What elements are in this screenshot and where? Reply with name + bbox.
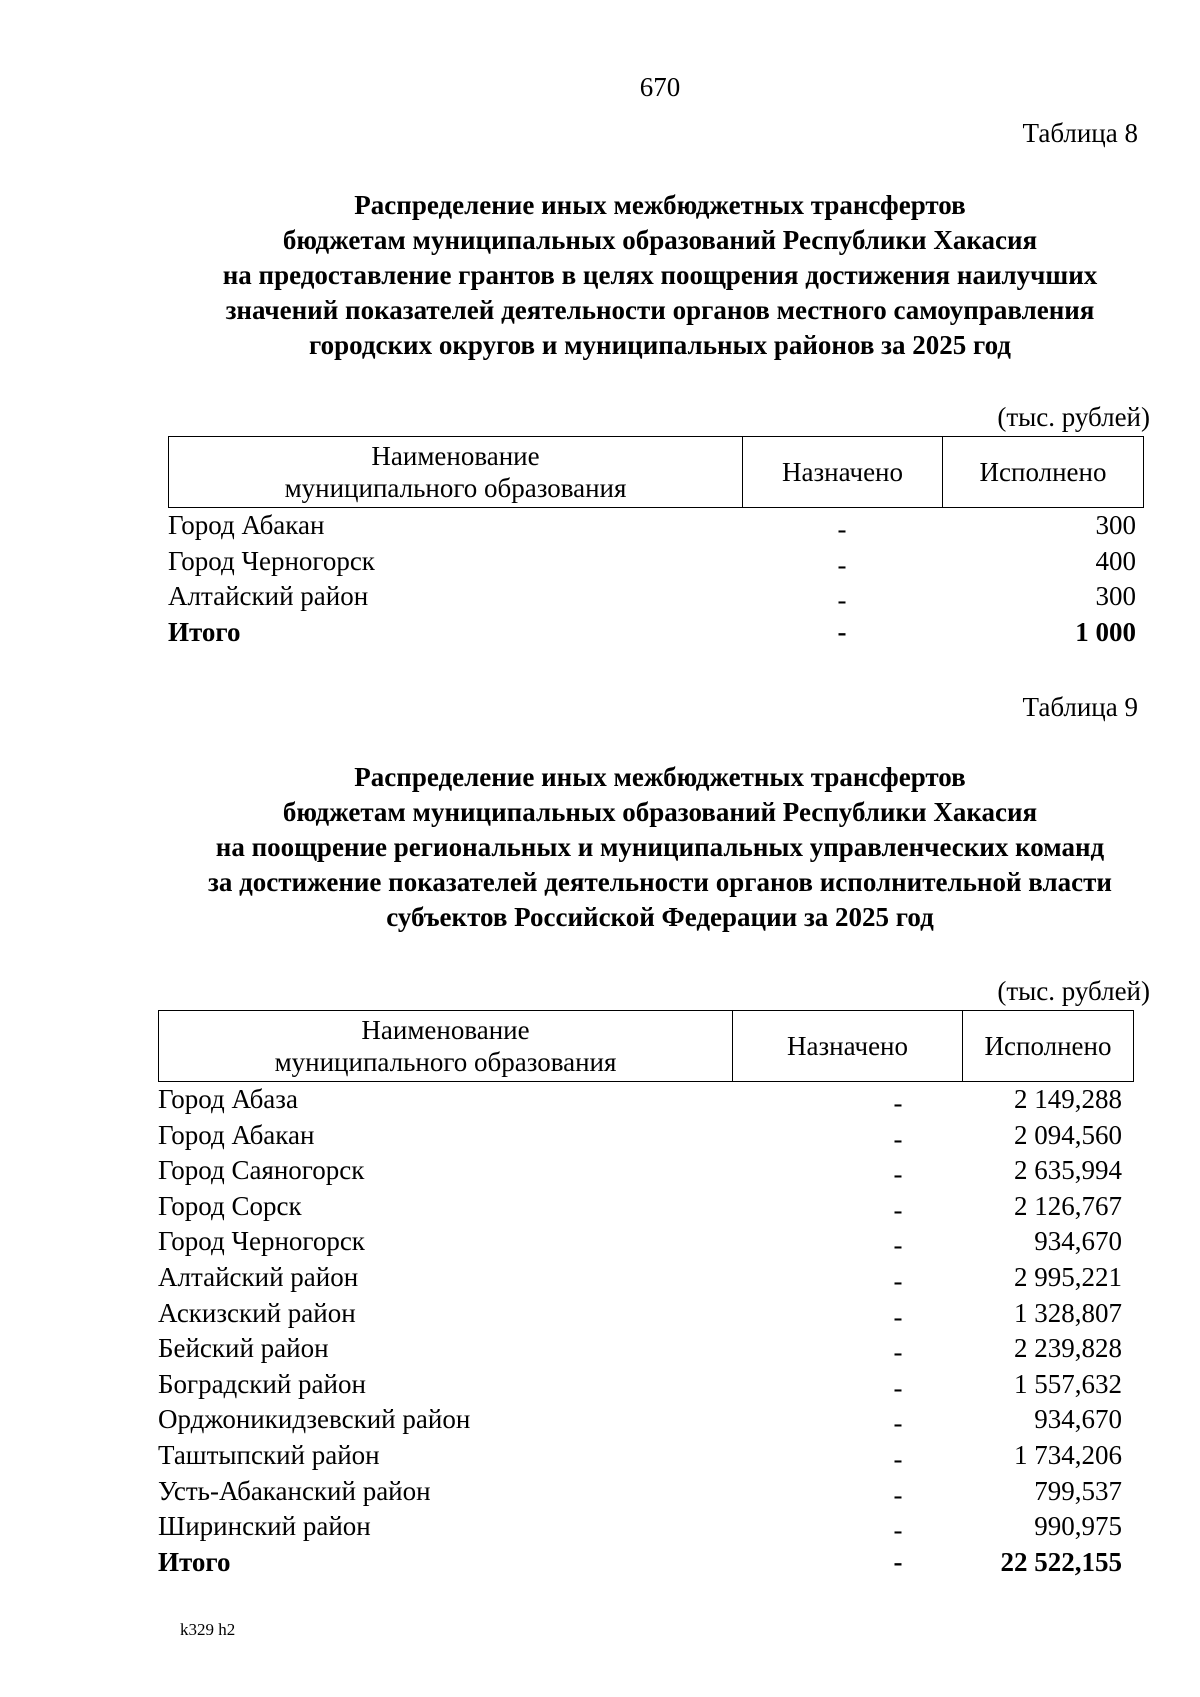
row-done: 2 995,221 (1014, 1261, 1122, 1292)
row-done: 2 094,560 (1014, 1119, 1122, 1150)
table8-header (168, 436, 1144, 508)
table-row (158, 1189, 1134, 1225)
table9-title-line: на поощрение региональных и муниципальных управленческих команд (215, 832, 1105, 862)
table9-header-done: Исполнено (984, 1031, 1112, 1061)
footer-code: k329 h2 (180, 1620, 236, 1639)
table-row (158, 1402, 1134, 1438)
table9-title-line: Распределение иных межбюджетных трансфертов (354, 762, 966, 792)
row-done: 1 328,807 (1014, 1297, 1122, 1328)
table9-body (158, 1082, 1134, 1580)
table8-title-line: Распределение иных межбюджетных трансфертов (354, 190, 966, 220)
row-assigned: - (893, 1372, 903, 1403)
header-name-line: Наименование (371, 441, 540, 471)
table8-header-done: Исполнено (979, 457, 1107, 487)
table-row (158, 1118, 1134, 1154)
row-assigned: - (893, 1301, 903, 1332)
table9-title-line: субъектов Российской Федерации за 2025 год (386, 902, 934, 932)
table-total-row (168, 615, 1144, 651)
row-name: Город Саяногорск (158, 1155, 365, 1186)
table8-header-assigned: Назначено (743, 437, 943, 507)
row-assigned: - (893, 1479, 903, 1510)
total-name: Итого (158, 1546, 231, 1577)
total-assigned: - (837, 616, 847, 647)
table9-header-name (159, 1011, 733, 1081)
row-name: Усть-Абаканский район (158, 1475, 431, 1506)
row-assigned: - (893, 1337, 903, 1368)
header-name-line: муниципального образования (284, 473, 627, 503)
row-name: Город Абакан (168, 510, 325, 540)
row-done: 934,670 (1034, 1226, 1122, 1257)
row-done: 300 (1095, 581, 1136, 612)
page-number: 670 (639, 72, 681, 102)
table-row (168, 579, 1144, 615)
table-row (158, 1224, 1134, 1260)
row-assigned: - (893, 1123, 903, 1154)
row-name: Город Черногорск (168, 545, 375, 576)
row-name: Аскизский район (158, 1297, 356, 1328)
row-assigned: - (893, 1265, 903, 1296)
row-name: Бейский район (158, 1333, 329, 1364)
row-done: 2 239,828 (1014, 1333, 1122, 1364)
row-done: 934,670 (1034, 1404, 1122, 1435)
row-assigned: - (893, 1230, 903, 1261)
table9-label: Таблица 9 (1022, 692, 1138, 722)
row-done: 2 635,994 (1014, 1155, 1122, 1186)
table8-title (150, 188, 1170, 363)
row-name: Алтайский район (158, 1261, 359, 1292)
table-row (158, 1082, 1134, 1118)
row-assigned: - (837, 549, 847, 580)
table-row (168, 544, 1144, 580)
row-done: 1 734,206 (1014, 1439, 1122, 1470)
row-name: Боградский район (158, 1368, 366, 1399)
table8-header-name (169, 437, 743, 507)
row-done: 1 557,632 (1014, 1368, 1122, 1399)
table8-units: (тыс. рублей) (997, 402, 1150, 432)
row-done: 300 (1095, 510, 1136, 540)
row-name: Город Абакан (158, 1119, 315, 1150)
table-total-row (158, 1545, 1134, 1581)
table-row (158, 1331, 1134, 1367)
row-done: 799,537 (1034, 1475, 1122, 1506)
table9-units: (тыс. рублей) (997, 976, 1150, 1006)
table-row (158, 1153, 1134, 1189)
table-row (158, 1260, 1134, 1296)
row-name: Таштыпский район (158, 1439, 380, 1470)
row-done: 2 149,288 (1014, 1084, 1122, 1114)
table8-title-line: на предоставление грантов в целях поощрения достижения наилучших (222, 260, 1098, 290)
table8-label: Таблица 8 (1022, 118, 1138, 148)
row-name: Город Черногорск (158, 1226, 365, 1257)
row-done: 2 126,767 (1014, 1190, 1122, 1221)
table-row (158, 1296, 1134, 1332)
table-row (158, 1474, 1134, 1510)
row-assigned: - (837, 585, 847, 616)
row-assigned: - (893, 1159, 903, 1190)
table9-title-line: бюджетам муниципальных образований Республики Хакасия (282, 797, 1038, 827)
total-done: 22 522,155 (1000, 1546, 1122, 1577)
table9-title (150, 760, 1170, 935)
total-done: 1 000 (1075, 616, 1136, 647)
table8-title-line: городских округов и муниципальных районов за 2025 год (309, 330, 1011, 360)
row-done: 990,975 (1034, 1511, 1122, 1542)
table8-title-line: значений показателей деятельности органов местного самоуправления (225, 295, 1095, 325)
table8-title-line: бюджетам муниципальных образований Республики Хакасия (282, 225, 1038, 255)
row-name: Орджоникидзевский район (158, 1404, 471, 1435)
row-name: Ширинский район (158, 1511, 371, 1542)
table-row (158, 1367, 1134, 1403)
total-assigned: - (893, 1546, 903, 1577)
row-assigned: - (893, 1088, 903, 1118)
row-name: Город Абаза (158, 1084, 298, 1114)
table9-header (158, 1010, 1134, 1082)
table8-body (168, 508, 1144, 650)
row-done: 400 (1095, 545, 1136, 576)
header-name-line: муниципального образования (274, 1047, 617, 1077)
row-assigned: - (837, 514, 847, 544)
table9-header-assigned: Назначено (733, 1011, 963, 1081)
header-name-line: Наименование (361, 1015, 530, 1045)
row-name: Город Сорск (158, 1190, 302, 1221)
row-name: Алтайский район (168, 581, 369, 612)
row-assigned: - (893, 1515, 903, 1546)
table-row (168, 508, 1144, 544)
table9-title-line: за достижение показателей деятельности органов исполнительной власти (208, 867, 1112, 897)
table-row (158, 1509, 1134, 1545)
row-assigned: - (893, 1194, 903, 1225)
table-row (158, 1438, 1134, 1474)
row-assigned: - (893, 1408, 903, 1439)
row-assigned: - (893, 1443, 903, 1474)
total-name: Итого (168, 616, 241, 647)
